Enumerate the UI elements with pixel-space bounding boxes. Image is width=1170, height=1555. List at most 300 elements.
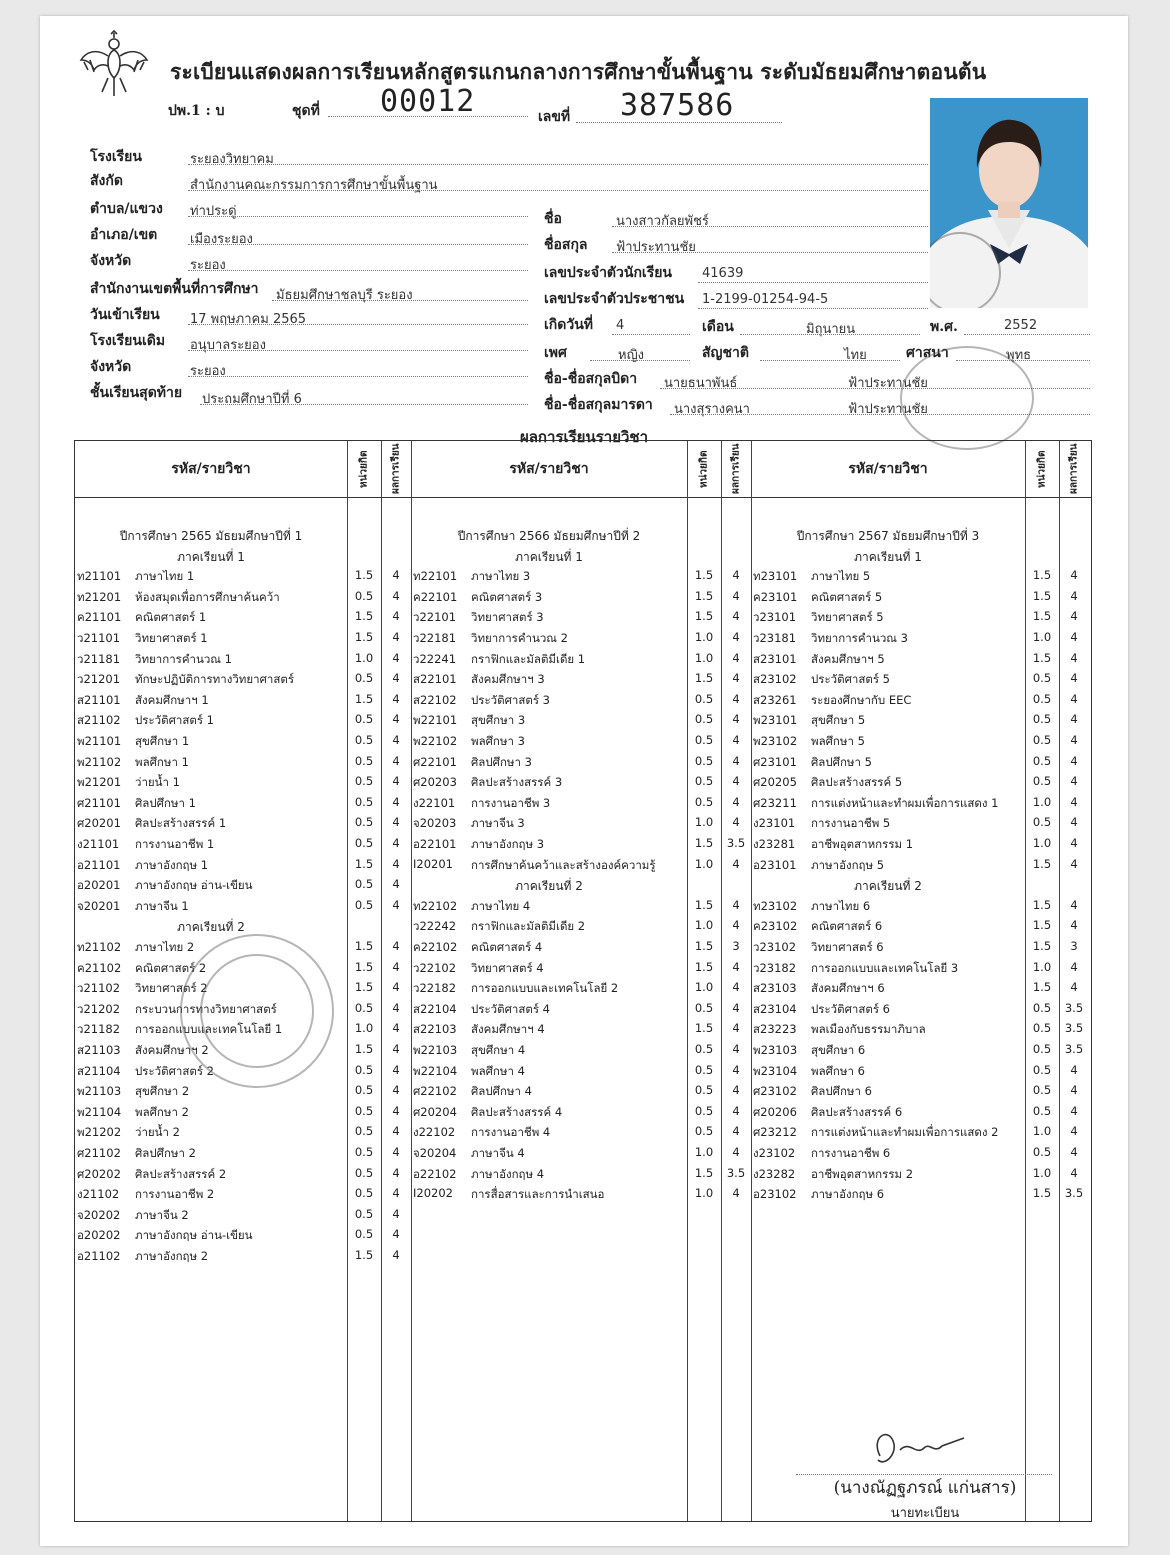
birth-year-value: 2552 <box>1004 318 1038 333</box>
subject-name: ภาษาจีน 4 <box>471 1146 525 1160</box>
grade-value: 4 <box>732 712 740 727</box>
subject-name: พลศึกษา 3 <box>471 734 525 748</box>
province-label: จังหวัด <box>90 253 132 269</box>
prev-school-underline <box>188 350 528 351</box>
table-row <box>751 692 1089 712</box>
credit-value: 1.5 <box>694 1165 714 1180</box>
subject-name: คณิตศาสตร์ 2 <box>135 960 207 975</box>
subject-name: ประวัติศาสตร์ 2 <box>135 1063 214 1078</box>
table-header-divider <box>75 497 1091 498</box>
table-row <box>751 980 1089 1000</box>
prev-school-label: โรงเรียนเดิม <box>90 333 166 349</box>
table-row <box>75 733 411 753</box>
table-row <box>751 918 1089 938</box>
table-row <box>751 774 1089 794</box>
subject-code: ง21102 <box>77 1187 120 1202</box>
credit-value: 1.5 <box>354 630 374 644</box>
table-row <box>751 651 1089 671</box>
grade-value: 4 <box>392 877 400 892</box>
credit-value: 1.0 <box>694 1145 714 1159</box>
credit-value: 1.0 <box>694 815 714 830</box>
credit-value: 0.5 <box>1032 774 1052 789</box>
affiliation-value: สำนักงานคณะกรรมการการศึกษาขั้นพื้นฐาน <box>190 178 438 193</box>
grade-value: 4 <box>1070 1165 1078 1180</box>
subject-code: ค23102 <box>753 919 798 934</box>
results-heading: ผลการเรียนรายวิชา <box>519 428 649 446</box>
grade-value: 4 <box>732 1083 740 1098</box>
table-row <box>75 589 411 609</box>
subject-code: ว23102 <box>753 940 797 954</box>
form-label: ปพ.1 : บ <box>168 103 225 119</box>
header-grade-1: ผลการเรียน <box>390 443 402 495</box>
subject-name: ภาษาอังกฤษ 6 <box>811 1187 885 1202</box>
credit-value: 0.5 <box>694 1083 714 1098</box>
grade-value: 4 <box>392 815 400 830</box>
grade-value: 4 <box>392 774 400 789</box>
grade-value: 4 <box>1070 753 1078 768</box>
grade-value: 4 <box>732 897 740 912</box>
header-credit-2: หน่วยกิต <box>698 450 710 488</box>
subject-code: ศ23211 <box>753 795 797 810</box>
subject-name: การงานอาชีพ 3 <box>471 795 551 810</box>
table-row <box>751 857 1089 877</box>
credit-value: 1.5 <box>354 939 374 953</box>
father-surname: ฟ้าประทานชัย <box>848 376 928 391</box>
mother-surname: ฟ้าประทานชัย <box>848 402 928 417</box>
term-heading: ภาคเรียนที่ 1 <box>515 549 583 564</box>
grade-value: 4 <box>732 1186 740 1201</box>
subdistrict-value: ท่าประดู่ <box>190 204 237 219</box>
credit-value: 1.5 <box>1032 609 1052 624</box>
grade-value: 4 <box>1070 774 1078 789</box>
sex-value: หญิง <box>618 348 644 363</box>
subject-code: ส23261 <box>753 692 797 707</box>
credit-value: 0.5 <box>1032 815 1052 830</box>
subject-name: คณิตศาสตร์ 4 <box>471 940 543 954</box>
grade-value: 4 <box>732 588 740 603</box>
subject-name: สุขศึกษา 6 <box>811 1043 866 1057</box>
citizen-id-underline <box>698 308 928 309</box>
grade-value: 4 <box>392 753 400 768</box>
subject-code: ศ20205 <box>753 775 797 790</box>
subject-name: กราฟิกและมัลติมีเดีย 2 <box>471 919 586 934</box>
grade-value: 4 <box>732 980 740 995</box>
subject-name: ภาษาอังกฤษ 1 <box>135 857 209 872</box>
table-row <box>751 1001 1089 1021</box>
grade-value: 4 <box>392 1083 400 1098</box>
subject-code: พ22104 <box>413 1063 458 1078</box>
subject-code: ศ21102 <box>77 1146 121 1160</box>
subject-name: สังคมศึกษาฯ 1 <box>135 692 209 707</box>
subject-code: พ21201 <box>77 775 122 790</box>
table-row <box>411 836 751 856</box>
mother-label: ชื่อ-ชื่อสกุลมารดา <box>544 397 653 413</box>
grade-value: 4 <box>732 1124 740 1139</box>
grade-value: 4 <box>732 609 740 624</box>
subject-name: วิทยาการคำนวณ 1 <box>135 651 232 666</box>
subject-name: การงานอาชีพ 4 <box>471 1125 551 1140</box>
credit-value: 0.5 <box>1032 691 1052 706</box>
credit-value: 0.5 <box>1032 1083 1052 1098</box>
subject-code: ศ20201 <box>77 816 121 831</box>
subject-name: ประวัติศาสตร์ 4 <box>471 1001 550 1016</box>
subject-name: การสื่อสารและการนำเสนอ <box>471 1187 605 1202</box>
credit-value: 0.5 <box>354 815 374 830</box>
subject-code: ส22101 <box>413 672 457 687</box>
table-row <box>751 836 1089 856</box>
subject-code: ส22102 <box>413 692 457 707</box>
birth-day-value: 4 <box>616 318 625 333</box>
subject-name: วิทยาศาสตร์ 5 <box>811 610 884 625</box>
subject-name: พลศึกษา 5 <box>811 734 865 748</box>
doc-number: 387586 <box>620 88 735 123</box>
subject-code: ส23103 <box>753 981 797 996</box>
subject-name: ศิลปะสร้างสรรค์ 6 <box>811 1104 903 1119</box>
grade-value: 4 <box>732 753 740 768</box>
subject-code: จ20202 <box>77 1207 121 1222</box>
grade-value: 4 <box>1070 856 1078 871</box>
prev-province-label: จังหวัด <box>90 359 132 375</box>
subject-name: วิทยาศาสตร์ 4 <box>471 960 544 975</box>
subject-code: ว21202 <box>77 1001 121 1016</box>
religion-label: ศาสนา <box>906 345 949 361</box>
grade-value: 4 <box>1070 980 1078 995</box>
subject-code: ส23101 <box>753 651 797 666</box>
registrar-name: (นางณัฏฐภรณ์ แก่นสาร) <box>833 1478 1017 1498</box>
table-row <box>411 568 751 588</box>
subject-name: ประวัติศาสตร์ 3 <box>471 692 550 707</box>
subject-code: ว22102 <box>413 960 457 975</box>
grade-value: 4 <box>392 959 400 974</box>
subject-code: ค21101 <box>77 610 122 625</box>
grade-value: 3.5 <box>726 1165 746 1180</box>
subject-name: กระบวนการทางวิทยาศาสตร์ <box>135 1001 277 1016</box>
subject-name: สุขศึกษา 5 <box>811 713 866 728</box>
credit-value: 0.5 <box>1032 1103 1052 1118</box>
grade-value: 4 <box>1070 609 1078 624</box>
table-row <box>411 1166 751 1186</box>
name-value: นางสาวกัลยพัชร์ <box>616 214 709 229</box>
subject-name: สุขศึกษา 1 <box>135 734 190 748</box>
credit-value: 0.5 <box>354 753 374 768</box>
credit-value: 1.5 <box>1032 897 1052 912</box>
table-row <box>411 733 751 753</box>
subject-name: วิทยาศาสตร์ 2 <box>135 981 208 996</box>
subject-code: ท22102 <box>413 898 458 913</box>
subject-name: อาชีพอุตสาหกรรม 1 <box>811 837 914 851</box>
subject-name: ภาษาจีน 3 <box>471 816 525 831</box>
subject-code: ท23101 <box>753 569 798 584</box>
grade-value: 4 <box>1070 650 1078 665</box>
subject-name: ทักษะปฏิบัติการทางวิทยาศาสตร์ <box>135 672 294 687</box>
subject-code: ว21201 <box>77 672 121 687</box>
grade-value: 4 <box>732 650 740 665</box>
year-heading: ปีการศึกษา 2567 มัธยมศึกษาปีที่ 3 <box>796 529 980 543</box>
subject-code: อ22101 <box>413 837 457 851</box>
subject-name: สุขศึกษา 2 <box>135 1084 190 1099</box>
grade-value: 4 <box>732 1145 740 1159</box>
grade-value: 4 <box>392 691 400 706</box>
grade-value: 4 <box>392 650 400 665</box>
surname-underline <box>612 252 928 253</box>
table-row <box>751 960 1089 980</box>
subject-name: ศิลปะสร้างสรรค์ 5 <box>811 775 903 790</box>
grade-value: 4 <box>392 630 400 644</box>
subject-name: พลศึกษา 1 <box>135 754 189 769</box>
subject-code: พ21102 <box>77 754 122 769</box>
table-row <box>751 898 1089 918</box>
table-row <box>411 589 751 609</box>
subject-code: ค22102 <box>413 940 458 954</box>
grade-value: 4 <box>732 856 740 871</box>
subject-name: การงานอาชีพ 5 <box>811 816 891 831</box>
grade-value: 4 <box>732 918 740 933</box>
subject-code: ศ20202 <box>77 1166 121 1181</box>
subject-name: ระยองศึกษากับ EEC <box>811 692 912 707</box>
subject-code: จ20201 <box>77 898 121 913</box>
credit-value: 0.5 <box>1032 753 1052 768</box>
grade-value: 4 <box>392 1206 400 1221</box>
table-row <box>75 1186 411 1206</box>
year-heading: ปีการศึกษา 2566 มัธยมศึกษาปีที่ 2 <box>457 529 641 543</box>
subject-name: การออกแบบและเทคโนโลยี 3 <box>811 960 959 975</box>
grade-value: 4 <box>1070 1145 1078 1159</box>
credit-value: 1.0 <box>1032 1165 1052 1180</box>
subject-name: คณิตศาสตร์ 5 <box>811 589 883 604</box>
subject-code: ง23282 <box>753 1166 796 1181</box>
credit-value: 1.5 <box>694 1021 714 1036</box>
table-row <box>411 754 751 774</box>
table-row <box>75 609 411 629</box>
table-row <box>75 774 411 794</box>
header-grade-3: ผลการเรียน <box>1068 443 1080 495</box>
credit-value: 1.0 <box>354 1021 374 1036</box>
grade-value: 4 <box>732 691 740 706</box>
table-row <box>75 568 411 588</box>
grade-value: 4 <box>1070 897 1078 912</box>
grade-value: 4 <box>1070 691 1078 706</box>
credit-value: 1.5 <box>354 959 374 974</box>
subject-code: พ23103 <box>753 1043 798 1057</box>
credit-value: 1.5 <box>354 980 374 995</box>
subject-code: ว21181 <box>77 651 121 666</box>
grade-value: 4 <box>732 1042 740 1056</box>
grade-value: 4 <box>1070 1062 1078 1077</box>
header-grade-2: ผลการเรียน <box>730 443 742 495</box>
subject-name: การงานอาชีพ 1 <box>135 837 215 851</box>
subject-name: สังคมศึกษาฯ 5 <box>811 651 885 666</box>
subject-code: I20202 <box>413 1186 453 1201</box>
citizen-id-label: เลขประจำตัวประชาชน <box>544 291 685 307</box>
table-row <box>411 671 751 691</box>
table-row <box>75 1248 411 1268</box>
affiliation-label: สังกัด <box>90 173 123 189</box>
subject-name: ประวัติศาสตร์ 1 <box>135 713 214 728</box>
credit-value: 0.5 <box>694 1000 714 1015</box>
table-row <box>411 774 751 794</box>
credit-value: 0.5 <box>1032 712 1052 727</box>
term-heading: ภาคเรียนที่ 2 <box>515 879 583 894</box>
table-row <box>751 754 1089 774</box>
table-row <box>751 712 1089 732</box>
credit-value: 1.5 <box>354 568 374 583</box>
subject-name: ภาษาไทย 2 <box>135 940 195 954</box>
credit-value: 0.5 <box>1032 1062 1052 1077</box>
credit-value: 1.5 <box>1032 650 1052 665</box>
credit-value: 0.5 <box>1032 1145 1052 1159</box>
subject-code: จ20204 <box>413 1146 457 1160</box>
subject-name: วิทยาศาสตร์ 3 <box>471 610 544 625</box>
credit-value: 0.5 <box>1032 733 1052 747</box>
subject-code: ศ20203 <box>413 775 457 790</box>
credit-value: 0.5 <box>354 1000 374 1015</box>
table-row <box>411 1104 751 1124</box>
table-row <box>75 1227 411 1247</box>
subject-code: ว22242 <box>413 919 457 934</box>
subject-name: สุขศึกษา 3 <box>471 713 526 728</box>
subject-code: ส21104 <box>77 1063 121 1078</box>
grade-value: 3.5 <box>1064 1000 1084 1015</box>
credit-value: 0.5 <box>354 1165 374 1180</box>
table-row <box>75 754 411 774</box>
subject-code: พ23101 <box>753 713 798 728</box>
subject-code: ว22101 <box>413 610 457 625</box>
credit-value: 0.5 <box>354 588 374 603</box>
table-row <box>75 1145 411 1165</box>
subject-code: พ21103 <box>77 1084 122 1099</box>
table-row <box>75 1207 411 1227</box>
subject-code: พ23104 <box>753 1063 798 1078</box>
header-credit-3: หน่วยกิต <box>1036 450 1048 488</box>
name-underline <box>612 226 928 227</box>
credit-value: 0.5 <box>694 774 714 789</box>
credit-value: 0.5 <box>354 712 374 727</box>
subject-name: สังคมศึกษาฯ 4 <box>471 1022 545 1037</box>
table-row <box>75 836 411 856</box>
table-row <box>411 918 751 938</box>
subject-name: ภาษาอังกฤษ 4 <box>471 1166 545 1181</box>
grade-value: 4 <box>392 1248 400 1262</box>
subject-name: วิทยาศาสตร์ 1 <box>135 631 208 645</box>
credit-value: 0.5 <box>694 1042 714 1056</box>
credit-value: 1.5 <box>1032 568 1052 583</box>
prev-school-value: อนุบาลระยอง <box>190 338 266 353</box>
grade-value: 4 <box>392 897 400 912</box>
grade-value: 4 <box>1070 794 1078 809</box>
subject-code: ง22102 <box>413 1125 456 1140</box>
entry-date-value: 17 พฤษภาคม 2565 <box>190 312 307 327</box>
table-row <box>411 712 751 732</box>
subject-name: การแต่งหน้าและทำผมเพื่อการแสดง 1 <box>811 795 999 810</box>
subject-name: อาชีพอุตสาหกรรม 2 <box>811 1166 914 1181</box>
district-underline <box>188 244 528 245</box>
grade-value: 4 <box>392 1165 400 1180</box>
table-row <box>75 692 411 712</box>
sex-underline <box>590 360 690 361</box>
subject-code: พ22102 <box>413 734 458 748</box>
grade-value: 4 <box>1070 630 1078 644</box>
grade-value: 4 <box>392 609 400 624</box>
subject-code: ศ22101 <box>413 754 457 769</box>
credit-value: 0.5 <box>1032 1021 1052 1036</box>
subject-code: ส22103 <box>413 1022 457 1037</box>
table-row <box>411 960 751 980</box>
credit-value: 0.5 <box>694 1124 714 1139</box>
last-level-value: ประถมศึกษาปีที่ 6 <box>202 392 302 407</box>
subject-name: ภาษาไทย 5 <box>811 569 871 584</box>
grade-value: 4 <box>392 1227 400 1242</box>
table-row <box>75 857 411 877</box>
credit-value: 0.5 <box>354 1103 374 1118</box>
table-row <box>751 815 1089 835</box>
subject-code: ส21103 <box>77 1043 121 1057</box>
grade-value: 4 <box>392 980 400 995</box>
credit-value: 1.5 <box>694 939 714 953</box>
subject-name: วิทยาศาสตร์ 6 <box>811 940 884 954</box>
table-row <box>751 1166 1089 1186</box>
prev-province-underline <box>188 376 528 377</box>
grade-value: 4 <box>392 836 400 850</box>
term-heading: ภาคเรียนที่ 2 <box>177 920 245 935</box>
credit-value: 1.5 <box>354 691 374 706</box>
header-credit-1: หน่วยกิต <box>358 450 370 488</box>
credit-value: 1.5 <box>1032 939 1052 953</box>
grade-value: 4 <box>732 568 740 583</box>
subject-code: ว22241 <box>413 651 457 666</box>
grade-value: 4 <box>392 733 400 747</box>
grade-value: 4 <box>392 794 400 809</box>
birth-month-underline <box>740 334 920 335</box>
credit-value: 1.0 <box>694 980 714 995</box>
subdistrict-label: ตำบล/แขวง <box>90 201 163 217</box>
table-row <box>751 1063 1089 1083</box>
grade-value: 4 <box>1070 588 1078 603</box>
registrar-title: นายทะเบียน <box>890 1506 960 1521</box>
subject-name: ศิลปะสร้างสรรค์ 4 <box>471 1104 563 1119</box>
subject-code: พ21104 <box>77 1104 122 1119</box>
table-row <box>751 1145 1089 1165</box>
entry-date-underline <box>188 324 528 325</box>
subject-name: สุขศึกษา 4 <box>471 1043 526 1057</box>
subject-code: ส23104 <box>753 1001 797 1016</box>
subject-name: การแต่งหน้าและทำผมเพื่อการแสดง 2 <box>811 1125 999 1140</box>
province-underline <box>188 270 528 271</box>
header-subject-3: รหัส/รายวิชา <box>848 461 928 477</box>
credit-value: 1.5 <box>354 856 374 871</box>
edu-area-value: มัธยมศึกษาชลบุรี ระยอง <box>276 288 413 303</box>
credit-value: 0.5 <box>354 1083 374 1098</box>
subject-code: ว23181 <box>753 631 797 645</box>
grade-value: 4 <box>1070 1124 1078 1139</box>
credit-value: 1.0 <box>1032 1124 1052 1139</box>
table-row <box>75 651 411 671</box>
credit-value: 0.5 <box>354 1227 374 1242</box>
subject-name: ศิลปศึกษา 4 <box>471 1084 532 1099</box>
father-label: ชื่อ-ชื่อสกุลบิดา <box>544 371 638 387</box>
grade-value: 4 <box>1070 671 1078 686</box>
subject-name: สังคมศึกษาฯ 6 <box>811 981 885 996</box>
grade-value: 4 <box>392 1124 400 1139</box>
grade-value: 3 <box>732 939 740 953</box>
table-row <box>751 671 1089 691</box>
grade-value: 4 <box>1070 959 1078 974</box>
subject-code: ง23102 <box>753 1146 796 1160</box>
edu-area-label: สำนักงานเขตพื้นที่การศึกษา <box>90 281 259 297</box>
subject-code: ศ23101 <box>753 754 797 769</box>
grade-value: 4 <box>1070 1103 1078 1118</box>
credit-value: 0.5 <box>694 712 714 727</box>
subject-code: ว21102 <box>77 981 121 996</box>
